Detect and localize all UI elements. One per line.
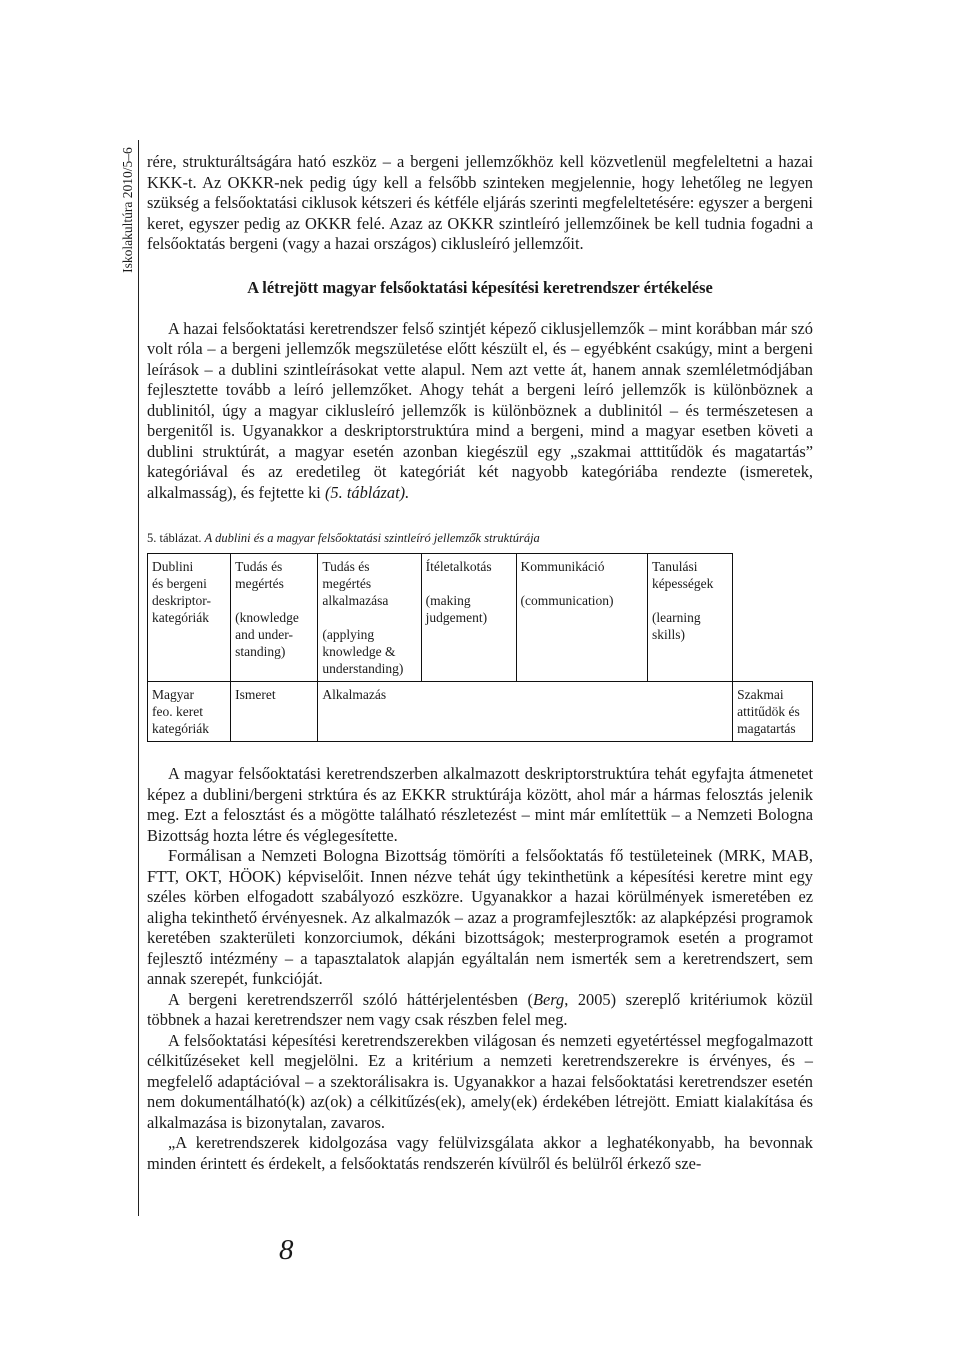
page-content xyxy=(147,152,813,1174)
table-reference: (5. táblázat). xyxy=(324,482,410,502)
table-cell: Alkalmazás xyxy=(318,682,733,742)
berg-author: Berg xyxy=(532,989,565,1009)
body-paragraph: A felsőoktatási képesítési keretrendszerekben világosan és nemzeti egyetértéssel megfogalmazott célkitűzéseket kell megjelölni. Ez a kritérium a nemzeti keretrendszerekre is érvényes, és – megfelelő adaptációval – a szektorálisakra is. Ugyanakkor a hazai felsőoktatási keretrendszer esetén nem dokumentálható(k) az(ok) a célkitűzés(ek), amely(ek) érdekében létrejött. Emiatt kialakítása és alkalmazása is bizonytalan, zavaros. xyxy=(147,1030,813,1132)
section-paragraph xyxy=(147,319,813,504)
table-cell: Kommunikáció (communication) xyxy=(516,554,647,682)
table-caption-label: 5. táblázat. xyxy=(147,531,202,545)
table-empty-cell xyxy=(733,554,813,682)
berg-text-after: , 2005) szereplő kritériumok közül többnek a hazai keretrendszer nem vagy csak részben felel meg. xyxy=(147,989,814,1029)
body-paragraph: „A keretrendszerek kidolgozása vagy felülvizsgálata akkor a leghatékonyabb, ha bevonnak minden érintett és érdekelt, a felsőoktatás rendszerén kívülről és belülről érkező sze- xyxy=(147,1133,813,1173)
descriptor-table xyxy=(147,553,813,742)
table-cell: Tudás és megértés alkalmazása (applying knowledge & understanding) xyxy=(318,554,421,682)
intro-paragraph: rére, strukturáltságára ható eszköz – a bergeni jellemzőkhöz kell közvetlenül megfeleltetni a hazai KKK-t. Az OKKR-nek pedig úgy kell a felsőbb szinteken megjelennie, hogy lehetőleg ne legyen szükség a felsőoktatási ciklusok kétszeri és kétféle eljárás szerinti megfeleltetésére: egyszer a bergeni keret, egyszer pedig az OKKR felé. Azaz az OKKR szintleíró jellemzőinek be kell tudnia fogadni a felsőoktatás bergeni (vagy a hazai országos) ciklusleíró jellemzőit. xyxy=(147,152,813,253)
table-cell: Magyar feo. keret kategóriák xyxy=(148,682,231,742)
section-title: A létrejött magyar felsőoktatási képesítési keretrendszer értékelése xyxy=(247,277,713,297)
side-divider xyxy=(138,140,139,1216)
table-cell: Tanulási képességek (learning skills) xyxy=(647,554,732,682)
table-caption xyxy=(147,530,813,546)
table-caption-title: A dublini és a magyar felsőoktatási szintleíró jellemzők struktúrája xyxy=(204,531,540,545)
body-paragraph: A magyar felsőoktatási keretrendszerben alkalmazott deskriptorstruktúra tehát egyfajta átmenetet képez a dublini/bergeni strktúra és az EKKR struktúrája között, ahol már a hármas felosztás jelenik meg. Ezt a felosztást és a mögötte található részletezést – mint már említettük – a Nemzeti Bologna Bizottság hozta létre és véglegesítette. xyxy=(147,764,813,845)
table-cell: Ismeret xyxy=(231,682,318,742)
table-cell: Ítéletalkotás (making judgement) xyxy=(421,554,516,682)
journal-name: Iskolakultúra 2010/5–6 xyxy=(120,147,135,273)
body-paragraph: Formálisan a Nemzeti Bologna Bizottság tömöríti a felsőoktatás fő testületeinek (MRK, MAB, FTT, OKT, HÖOK) képviselőit. Innen nézve tehát úgy tekinthetünk a képesítési keretre mint egy széles körben elfogadott szabályozó eszközre. Ugyanakkor a hazai körülmények ismeretében ez aligha tekinthető érvényesnek. Az alkalmazók – azaz a programfejlesztők: az alapképzési programok keretében szakterületi konzorciumok, dékáni bizottságok; mesterprogramok esetén a programot fejlesztő intézmény – a tapasztalatok alapján egyáltalán nem ismerték sem a keretrendszert, sem annak szerepét, funkcióját. xyxy=(147,846,813,988)
table-row xyxy=(148,554,813,682)
berg-paragraph xyxy=(147,990,813,1031)
section-paragraph-text: A hazai felsőoktatási keretrendszer felső szintjét képező ciklusjellemzők – mint korábban már szó volt róla – a bergeni jellemzők megszületése előtt készült el, és – egyébként csakúgy, mint a bergeni leírások – a dublini szintleírásokat vette alapul. Nem azt vette át, hanem annak szemléletmódjában fejlesztette tovább a leíró jellemzőket. Ahogy tehát a bergeni leíró jellemzők is különböznek a dublinitól, úgy a magyar ciklusleíró jellemzők is különböznek a dublinitól – és természetesen a bergenitől is. Ugyanakkor a deskriptorstruktúra mind a bergeni, mind a magyar esetben követi a dublini struktúrát, a magyar esetén azonban kiegészül egy „szakmai atttitűdök és magatartás” kategóriával és az eredetileg öt kategóriát két nagyobb kategóriába rendezte (ismeretek, alkalmasság), és fejtette ki xyxy=(147,318,813,502)
table-row xyxy=(148,682,813,742)
table-cell: Szakmai attitűdök és magatartás xyxy=(733,682,813,742)
table-cell: Dublini és bergeni deskriptor- kategóriák xyxy=(148,554,231,682)
berg-text-before: A bergeni keretrendszerről szóló háttérjelentésben ( xyxy=(168,989,533,1009)
page-number: 8 xyxy=(279,1234,294,1266)
journal-side-label xyxy=(112,140,138,280)
table-cell: Tudás és megértés (knowledge and under- standing) xyxy=(231,554,318,682)
